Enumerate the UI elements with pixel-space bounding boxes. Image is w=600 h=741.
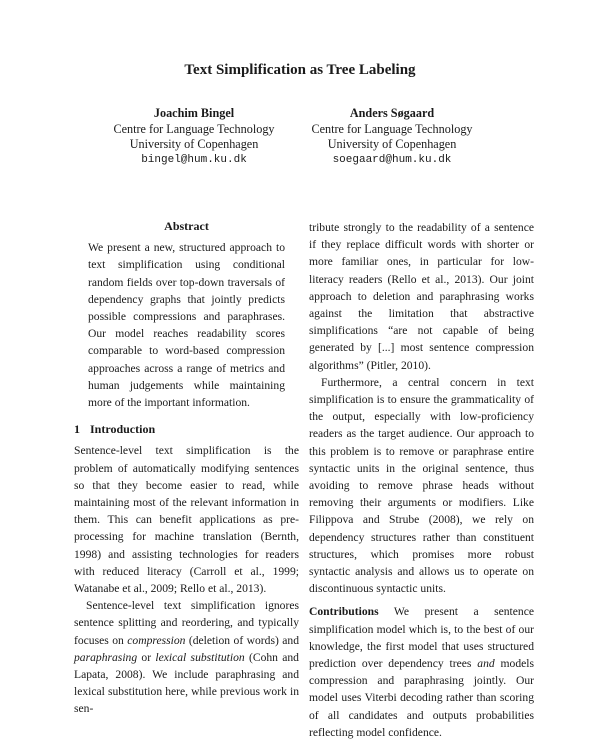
contributions-label: Contributions: [309, 605, 379, 619]
right-column: [309, 219, 534, 741]
contributions-paragraph: Contributions We present a sentence simplification model which is, to the best of our knowledge, the first model that uses structured prediction over dependency trees and models compression and paraphrasing jointly. Our model uses Viterbi decoding rather than scoring of all candidates and outputs probabilities reflecting model confidence.: [309, 605, 534, 739]
author-affiliation: Centre for Language Technology: [113, 121, 275, 136]
author-email: bingel@hum.ku.dk: [141, 153, 247, 166]
author-block-1: [94, 106, 294, 168]
right-paragraph-2: Furthermore, a central concern in text simplification is to ensure the grammaticality of the output, especially with low-proficiency readers as the target audience. Our approach to this problem is to remove or paraphrase entire syntactic units in the original sentence, thus avoiding to remove phrase heads without removing their arguments or modifiers. Like Filippova and Strube (2008), we rely on dependency structures rather than constituent structures, which promises more robust syntactic analysis and allows us to operate on discontinuous syntactic units.: [309, 375, 534, 596]
author-affiliation: Centre for Language Technology: [311, 121, 473, 136]
intro-paragraph-2: Sentence-level text simplification ignores sentence splitting and reordering, and typically focuses on compression (deletion of words) and paraphrasing or lexical substitution (Cohn and Lapata, 2008). We include paraphrasing and lexical substitution here, while previous work in sen-: [74, 599, 299, 716]
section-number: 1: [74, 422, 80, 437]
author-name: Joachim Bingel: [153, 106, 235, 120]
section-heading: [74, 421, 299, 438]
author-name: Anders Søgaard: [349, 106, 435, 120]
right-paragraph-1: tribute strongly to the readability of a sentence if they replace difficult words with shorter or more familiar ones, in particular for low-literacy readers (Rello et al., 2013). Our joint approach to deletion and paraphrasing works against the limitation that abstractive simplifications “are not capable of being generated by [...] most sentence compression algorithms” (Pitler, 2010).: [309, 221, 534, 372]
left-column: [74, 218, 299, 718]
paper-title: Text Simplification as Tree Labeling: [184, 62, 416, 78]
author-block-2: [292, 106, 492, 168]
author-university: University of Copenhagen: [129, 137, 259, 151]
author-university: University of Copenhagen: [327, 137, 457, 151]
author-email: soegaard@hum.ku.dk: [332, 153, 452, 166]
abstract-heading: Abstract: [164, 219, 209, 233]
abstract-text: We present a new, structured approach to text simplification using conditional random fields over top-down traversals of dependency graphs that jointly predicts possible compressions and paraphrases. Our model reaches readability scores comparable to word-based compression approaches across a range of metrics and human judgements while maintaining more of the important information.: [88, 241, 285, 410]
section-title: Introduction: [90, 422, 156, 437]
intro-paragraph-1: Sentence-level text simplification is the problem of automatically modifying sentences so that they become easier to read, while maintaining most of the relevant information in them. This can benefit applications as pre-processing for machine translation (Bernth, 1998) and assisting technologies for readers with reduced literacy (Carroll et al., 1999; Watanabe et al., 2009; Rello et al., 2013).: [74, 444, 299, 596]
